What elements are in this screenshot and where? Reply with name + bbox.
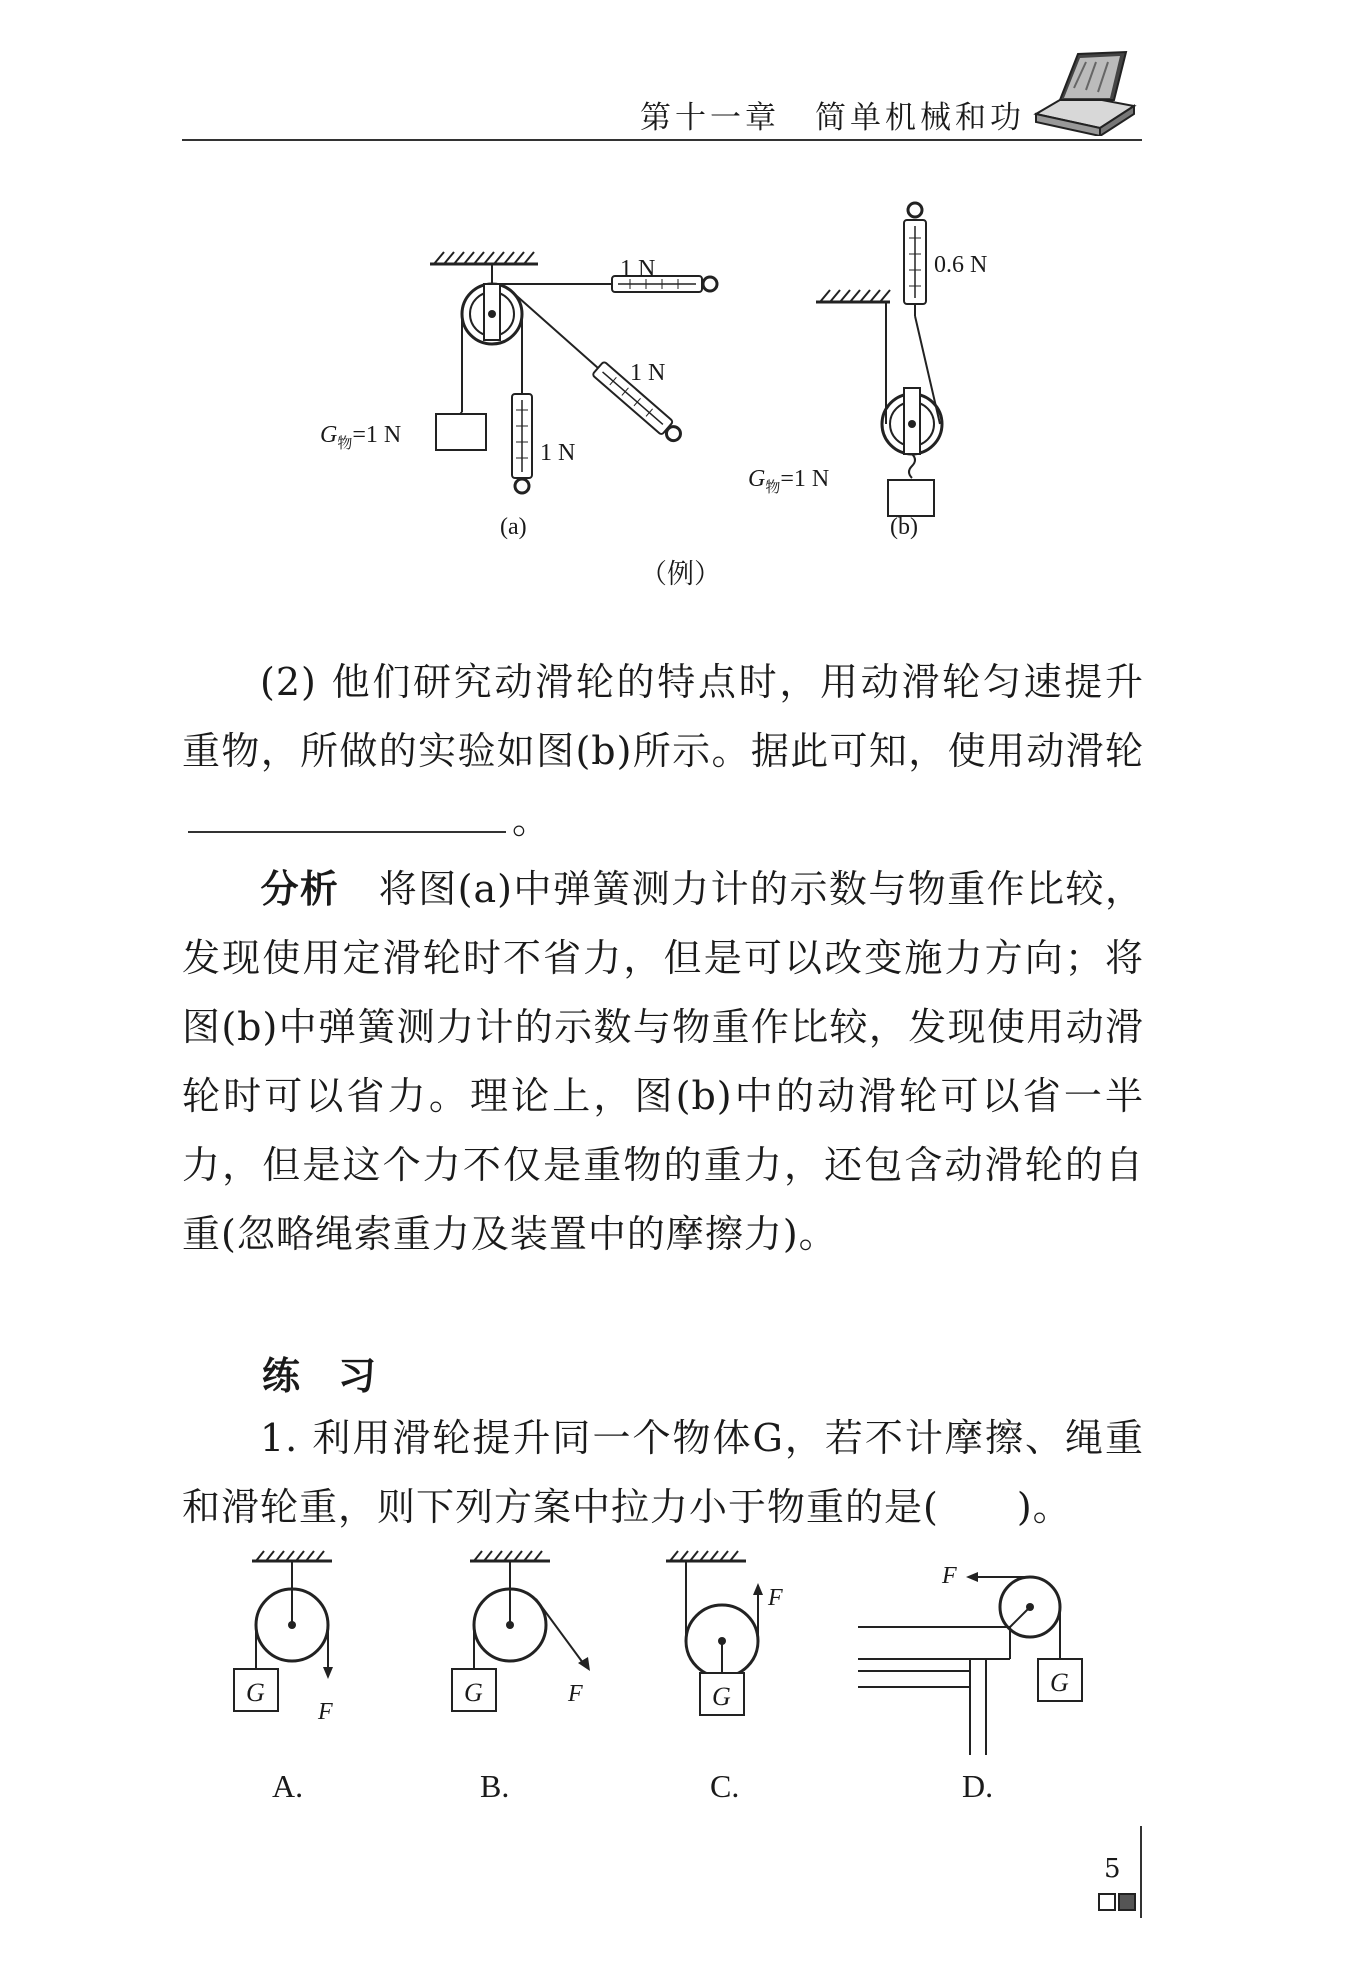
reading-b: 0.6 N	[934, 252, 988, 278]
label-b: (b)	[890, 514, 918, 540]
answer-blank[interactable]	[188, 803, 506, 833]
question-2	[182, 648, 1144, 855]
practice-q1-text: 1. 利用滑轮提升同一个物体G，若不计摩擦、绳重和滑轮重，则下列方案中拉力小于物重的是( )。	[182, 1416, 1144, 1529]
option-d	[858, 1563, 1082, 1804]
option-d-force: F	[942, 1563, 957, 1589]
option-d-load: G	[1050, 1668, 1069, 1697]
option-b	[452, 1551, 590, 1804]
page-corner-squares	[1098, 1892, 1138, 1912]
reading-a1: 1 N	[620, 256, 656, 282]
question-2-end: 。	[512, 798, 552, 842]
figure-a	[320, 252, 717, 540]
example-caption: （例）	[640, 559, 721, 590]
weight-label-b: $G_物=1$ N	[748, 466, 830, 496]
chapter-title: 第十一章 简单机械和功	[640, 100, 1025, 136]
example-figure	[300, 190, 1040, 550]
analysis-label: 分析	[260, 867, 340, 911]
option-c	[666, 1551, 783, 1804]
option-c-label[interactable]: C.	[710, 1768, 740, 1804]
practice-q1	[182, 1404, 1144, 1542]
option-d-label[interactable]: D.	[962, 1768, 994, 1804]
option-b-force: F	[568, 1681, 583, 1707]
option-b-label[interactable]: B.	[480, 1768, 510, 1804]
options-figure	[200, 1545, 1140, 1825]
option-a	[234, 1551, 333, 1804]
weight-label-a: $G_物=1$ N	[320, 422, 402, 452]
option-a-force: F	[318, 1699, 333, 1725]
label-a: (a)	[500, 514, 527, 540]
question-2-text: (2) 他们研究动滑轮的特点时，用动滑轮匀速提升重物，所做的实验如图(b)所示。据此可知，使用动滑轮	[182, 660, 1144, 773]
analysis	[182, 855, 1144, 1269]
header-rule	[182, 139, 1142, 141]
practice-heading: 练 习	[262, 1354, 377, 1398]
page-number: 5	[1104, 1854, 1121, 1884]
option-a-label[interactable]: A.	[272, 1768, 304, 1804]
figure-b	[748, 203, 987, 540]
analysis-text: 将图(a)中弹簧测力计的示数与物重作比较，发现使用定滑轮时不省力，但是可以改变施力方向；将图(b)中弹簧测力计的示数与物重作比较，发现使用动滑轮时可以省力。理论上，图(b)中的动滑轮可以省一半力，但是这个力不仅是重物的重力，还包含动滑轮的自重(忽略绳索重力及装置中的摩擦力)。	[182, 867, 1144, 1256]
reading-a2: 1 N	[630, 360, 666, 386]
page-rule	[1140, 1826, 1142, 1918]
option-a-load: G	[246, 1678, 265, 1707]
option-b-load: G	[464, 1678, 483, 1707]
option-c-load: G	[712, 1682, 731, 1711]
reading-a3: 1 N	[540, 440, 576, 466]
book-icon	[1030, 48, 1140, 136]
option-c-force: F	[768, 1585, 783, 1611]
